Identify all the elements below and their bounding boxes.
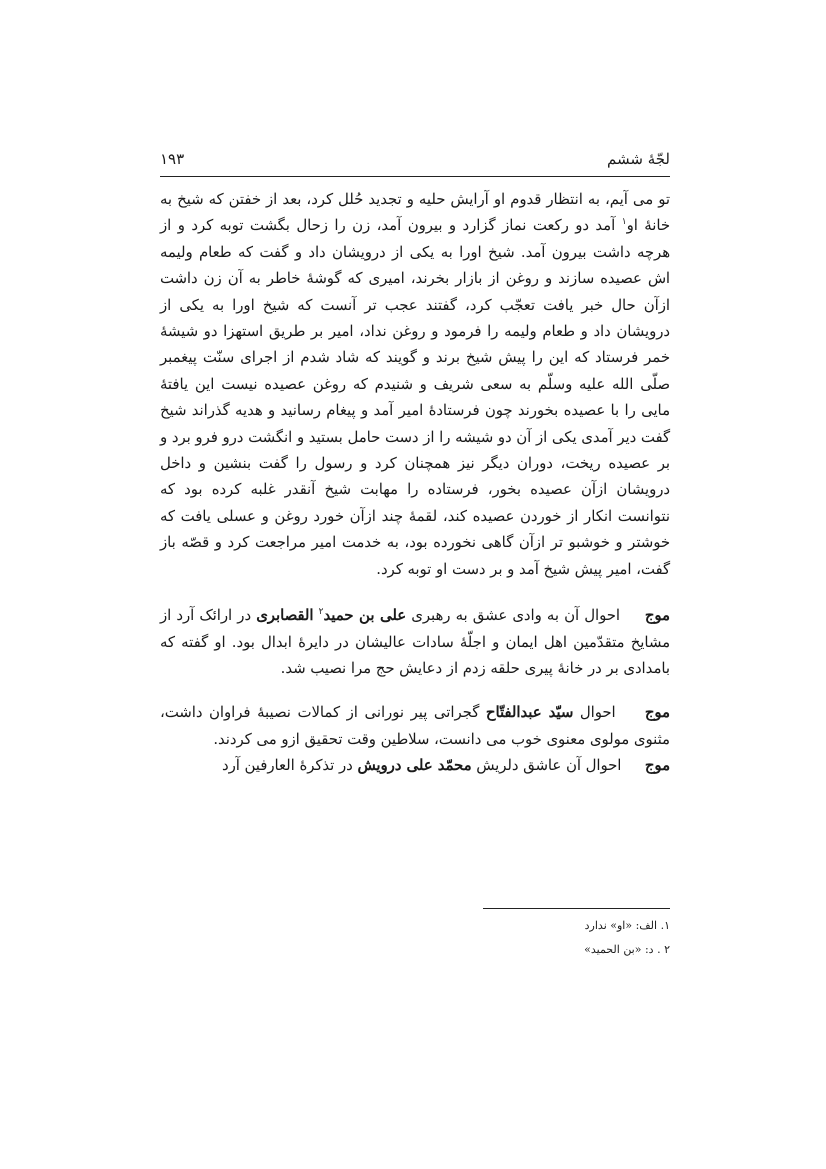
section-text: در ارائک آرد از مشایخ متقدّمین اهل ایمان و اجلّهٔ سادات عالیشان در دایرهٔ ابدال بود. او گفته که بامدادی بر در خانهٔ پیری حلقه زدم از دعایش حج مرا نصیب شد. [160,607,670,677]
section-muhammad-ali [160,753,670,779]
body-text-part-2: آمد دو رکعت نماز گزارد و بیرون آمد، زن را زحال بگشت توبه کرد و از هرچه داشت بیرون آمد. شیخ اورا به یکی از درویشان داد و گفت که طعام ولیمه اش عصیده سازند و روغن از بازار بخرند، امیری که گوشهٔ خاطر به آن زن داشت ازآن حال خبر یافت تعجّب کرد، گفتند عجب تر آنست که شیخ اورا به یکی از درویشان داد و طعام ولیمه را فرمود و روغن نداد، امیر بر طریق استهزا دو شیشهٔ خمر فرستاد که این را پیش شیخ برند و گویند که شاد شدم از اجرای سنّت پیغمبر صلّی الله علیه وسلّم به سعی شریف و شنیدم که روغن عصیده نیست این یافتهٔ مایی را با عصیده بخورند چون فرستادهٔ امیر آمد و پیغام رسانید و هدیه گذراند شیخ گفت دیر آمدی یکی از آن دو شیشه را از دست حامل بستید و انگشت درو فرو برد و بر عصیده ریخت، دوران دیگر نیز همچنان کرد و رسول را گفت بنشین و داخل درویشان ازآن عصیده بخور، فرستاده را مهابت شیخ آنقدر غلبه کرده بود که نتوانست انکار از خوردن عصیده کند، لقمهٔ چند ازآن خورد روغن و عسلی یافت که خوشتر و خوشبو تر ازآن گاهی نخورده بود، به خدمت امیر مراجعت کرد و قصّه باز گفت، امیر پیش شیخ آمد و بر دست او توبه کرد. [160,217,670,578]
header-rule [160,176,670,177]
section-lead: موج [644,757,670,775]
section-text: گجراتی پیر نورانی از کمالات نصیبهٔ فراوان داشت، مثنوی مولوی معنوی خوب می دانست، سلاطین وقت تحقیق ازو می کردند. [160,704,670,748]
footnotes [483,914,670,962]
section-abdul-fattah [160,700,670,753]
page-header [160,150,670,178]
footnote: ۲ . د: «بن الحمید» [584,943,670,956]
section-lead: موج [644,704,670,722]
section-text: احوال آن به وادی عشق به رهبری [411,607,621,625]
section-lead: موج [644,607,670,625]
footnote: ۱. الف: «او» ندارد [584,919,670,932]
section-text: در تذکرهٔ العارفین آرد [221,757,353,775]
body-text-part-1: تو می آیم، به انتظار قدوم او آرایش حلیه و تجدید حُلل کرد، بعد از خفتن که شیخ به خانهٔ او [160,191,670,235]
main-text [160,187,670,780]
running-title: لجّهٔ ششم [607,150,670,168]
page-number: ۱۹۳ [160,150,185,168]
footnote-marker-2: ۲ [318,607,324,618]
section-text: احوال [579,704,616,722]
person-name: علی بن حمید [323,607,407,625]
section-ali-bin-hamid [160,603,670,682]
person-name-tail: القصابری [256,607,314,625]
person-name: سیّد عبدالفتّاح [485,704,574,722]
person-name: محمّد علی درویش [357,757,472,775]
footnote-marker-1: ۱ [621,217,627,228]
footnote-rule [483,908,670,909]
section-text: احوال آن عاشق دلریش [476,757,622,775]
body-paragraph [160,187,670,583]
